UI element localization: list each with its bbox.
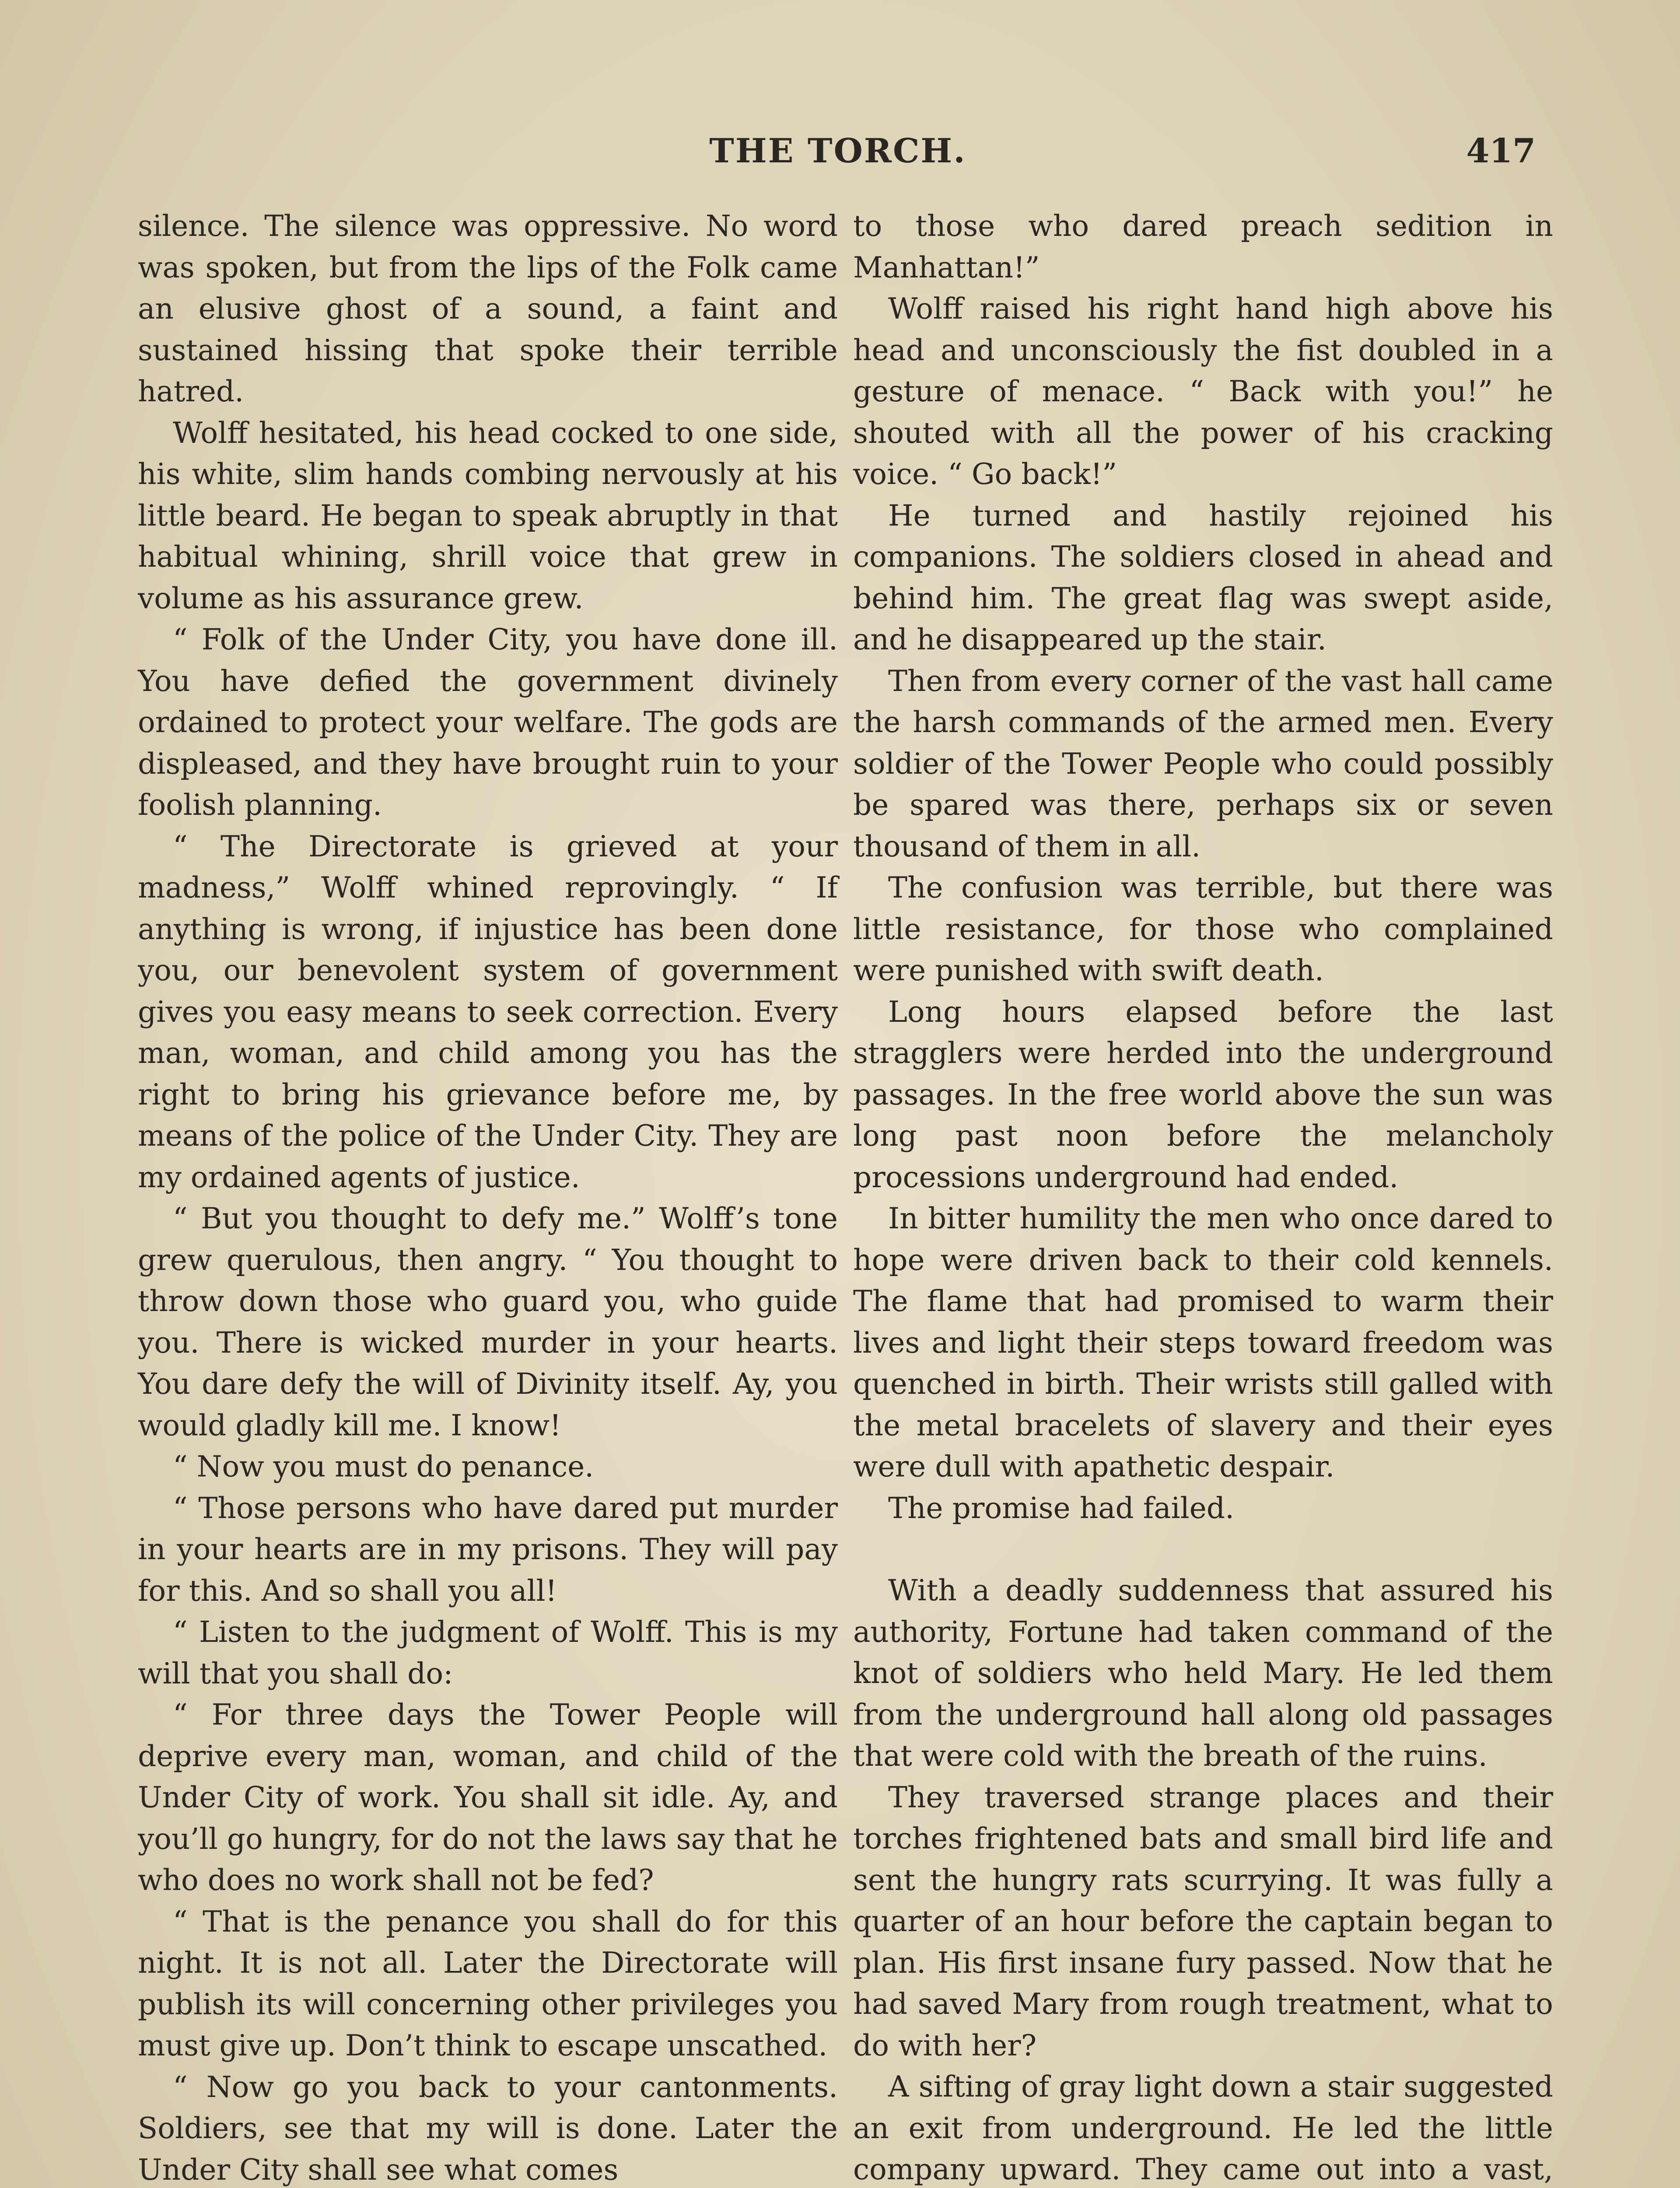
paragraph: Long hours elapsed before the last stragglers were herded into the underground passages. In the free world above the sun was long past noon before the melancholy processions underground had ended. [853,995,1553,1194]
paragraph: “ For three days the Tower People will deprive every man, woman, and child of the Under City of work. You shall sit idle. Ay, and you’ll go hungry, for do not the laws say that he who does no work shall not be fed? [138,1698,838,1897]
paragraph: The promise had failed. [888,1491,1235,1525]
right-column [853,206,1553,2188]
page-number: 417 [1466,131,1536,170]
paragraph: “ Listen to the judgment of Wolff. This is my will that you shall do: [138,1615,838,1690]
paragraph: “ Now you must do penance. [173,1450,594,1483]
paragraph: The confusion was terrible, but there was little resistance, for those who complained were punished with swift death. [853,871,1553,987]
running-title: THE TORCH. [709,131,966,170]
paragraph: Wolff hesitated, his head cocked to one side, his white, slim hands combing nervously at his little beard. He began to speak abruptly in that habitual whining, shrill voice that grew in volume as his assurance grew. [138,416,838,615]
paragraph: silence. The silence was oppressive. No word was spoken, but from the lips of the Folk came an elusive ghost of a sound, a faint and sustained hissing that spoke their terrible hatred. [138,209,838,408]
paragraph: to those who dared preach sedition in Manhattan!” [853,209,1553,284]
left-column [138,206,838,2188]
paragraph: They traversed strange places and their torches frightened bats and small bird life and sent the hungry rats scurrying. It was fully a quarter of an hour before the captain began to plan. His first insane fury passed. Now that he had saved Mary from rough treatment, what to do with her? [853,1780,1553,2062]
page-header [140,131,1536,179]
paragraph: “ But you thought to defy me.” Wolff’s tone grew querulous, then angry. “ You thought to throw down those who guard you, who guide you. There is wicked murder in your hearts. You dare defy the will of Divinity itself. Ay, you would gladly kill me. I know! [138,1202,838,1442]
paragraph: With a deadly suddenness that assured his authority, Fortune had taken command of the knot of soldiers who held Mary. He led them from the underground hall along old passages that were cold with the breath of the ruins. [853,1574,1553,1773]
paragraph: Wolff raised his right hand high above his head and unconsciously the fist doubled in a gesture of menace. “ Back with you!” he shouted with all the power of his cracking voice. “ Go back!” [853,292,1553,491]
paragraph: “ Folk of the Under City, you have done ill. You have defied the government divinely ordained to protect your welfare. The gods are displeased, and they have brought ruin to your foolish planning. [138,623,838,822]
paragraph: He turned and hastily rejoined his companions. The soldiers closed in ahead and behind him. The great flag was swept aside, and he disappeared up the stair. [853,498,1553,656]
paragraph: “ Now go you back to your cantonments. Soldiers, see that my will is done. Later the Under City shall see what comes [138,2070,838,2187]
paragraph: A sifting of gray light down a stair suggested an exit from underground. He led the little company upward. They came out into a vast, [853,2070,1553,2186]
paragraph: In bitter humility the men who once dared to hope were driven back to their cold kennels. The flame that had promised to warm their lives and light their steps toward freedom was quenched in birth. Their wrists still galled with the metal bracelets of slavery and their eyes were dull with apathetic despair. [853,1202,1553,1483]
paragraph: Then from every corner of the vast hall came the harsh commands of the armed men. Every soldier of the Tower People who could possibly be spared was there, perhaps six or seven thousand of them in all. [853,664,1553,863]
paragraph: “ The Directorate is grieved at your madness,” Wolff whined reprovingly. “ If anything is wrong, if injustice has been done you, our benevolent system of government gives you easy means to seek correction. Every man, woman, and child among you has the right to bring his grievance before me, by means of the police of the Under City. They are my ordained agents of justice. [138,829,838,1194]
paragraph: “ Those persons who have dared put murder in your hearts are in my prisons. They will pay for this. And so shall you all! [138,1491,838,1608]
paragraph: “ That is the penance you shall do for this night. It is not all. Later the Directorate will publish its will concerning other privileges you must give up. Don’t think to escape unscathed. [138,1904,838,2062]
